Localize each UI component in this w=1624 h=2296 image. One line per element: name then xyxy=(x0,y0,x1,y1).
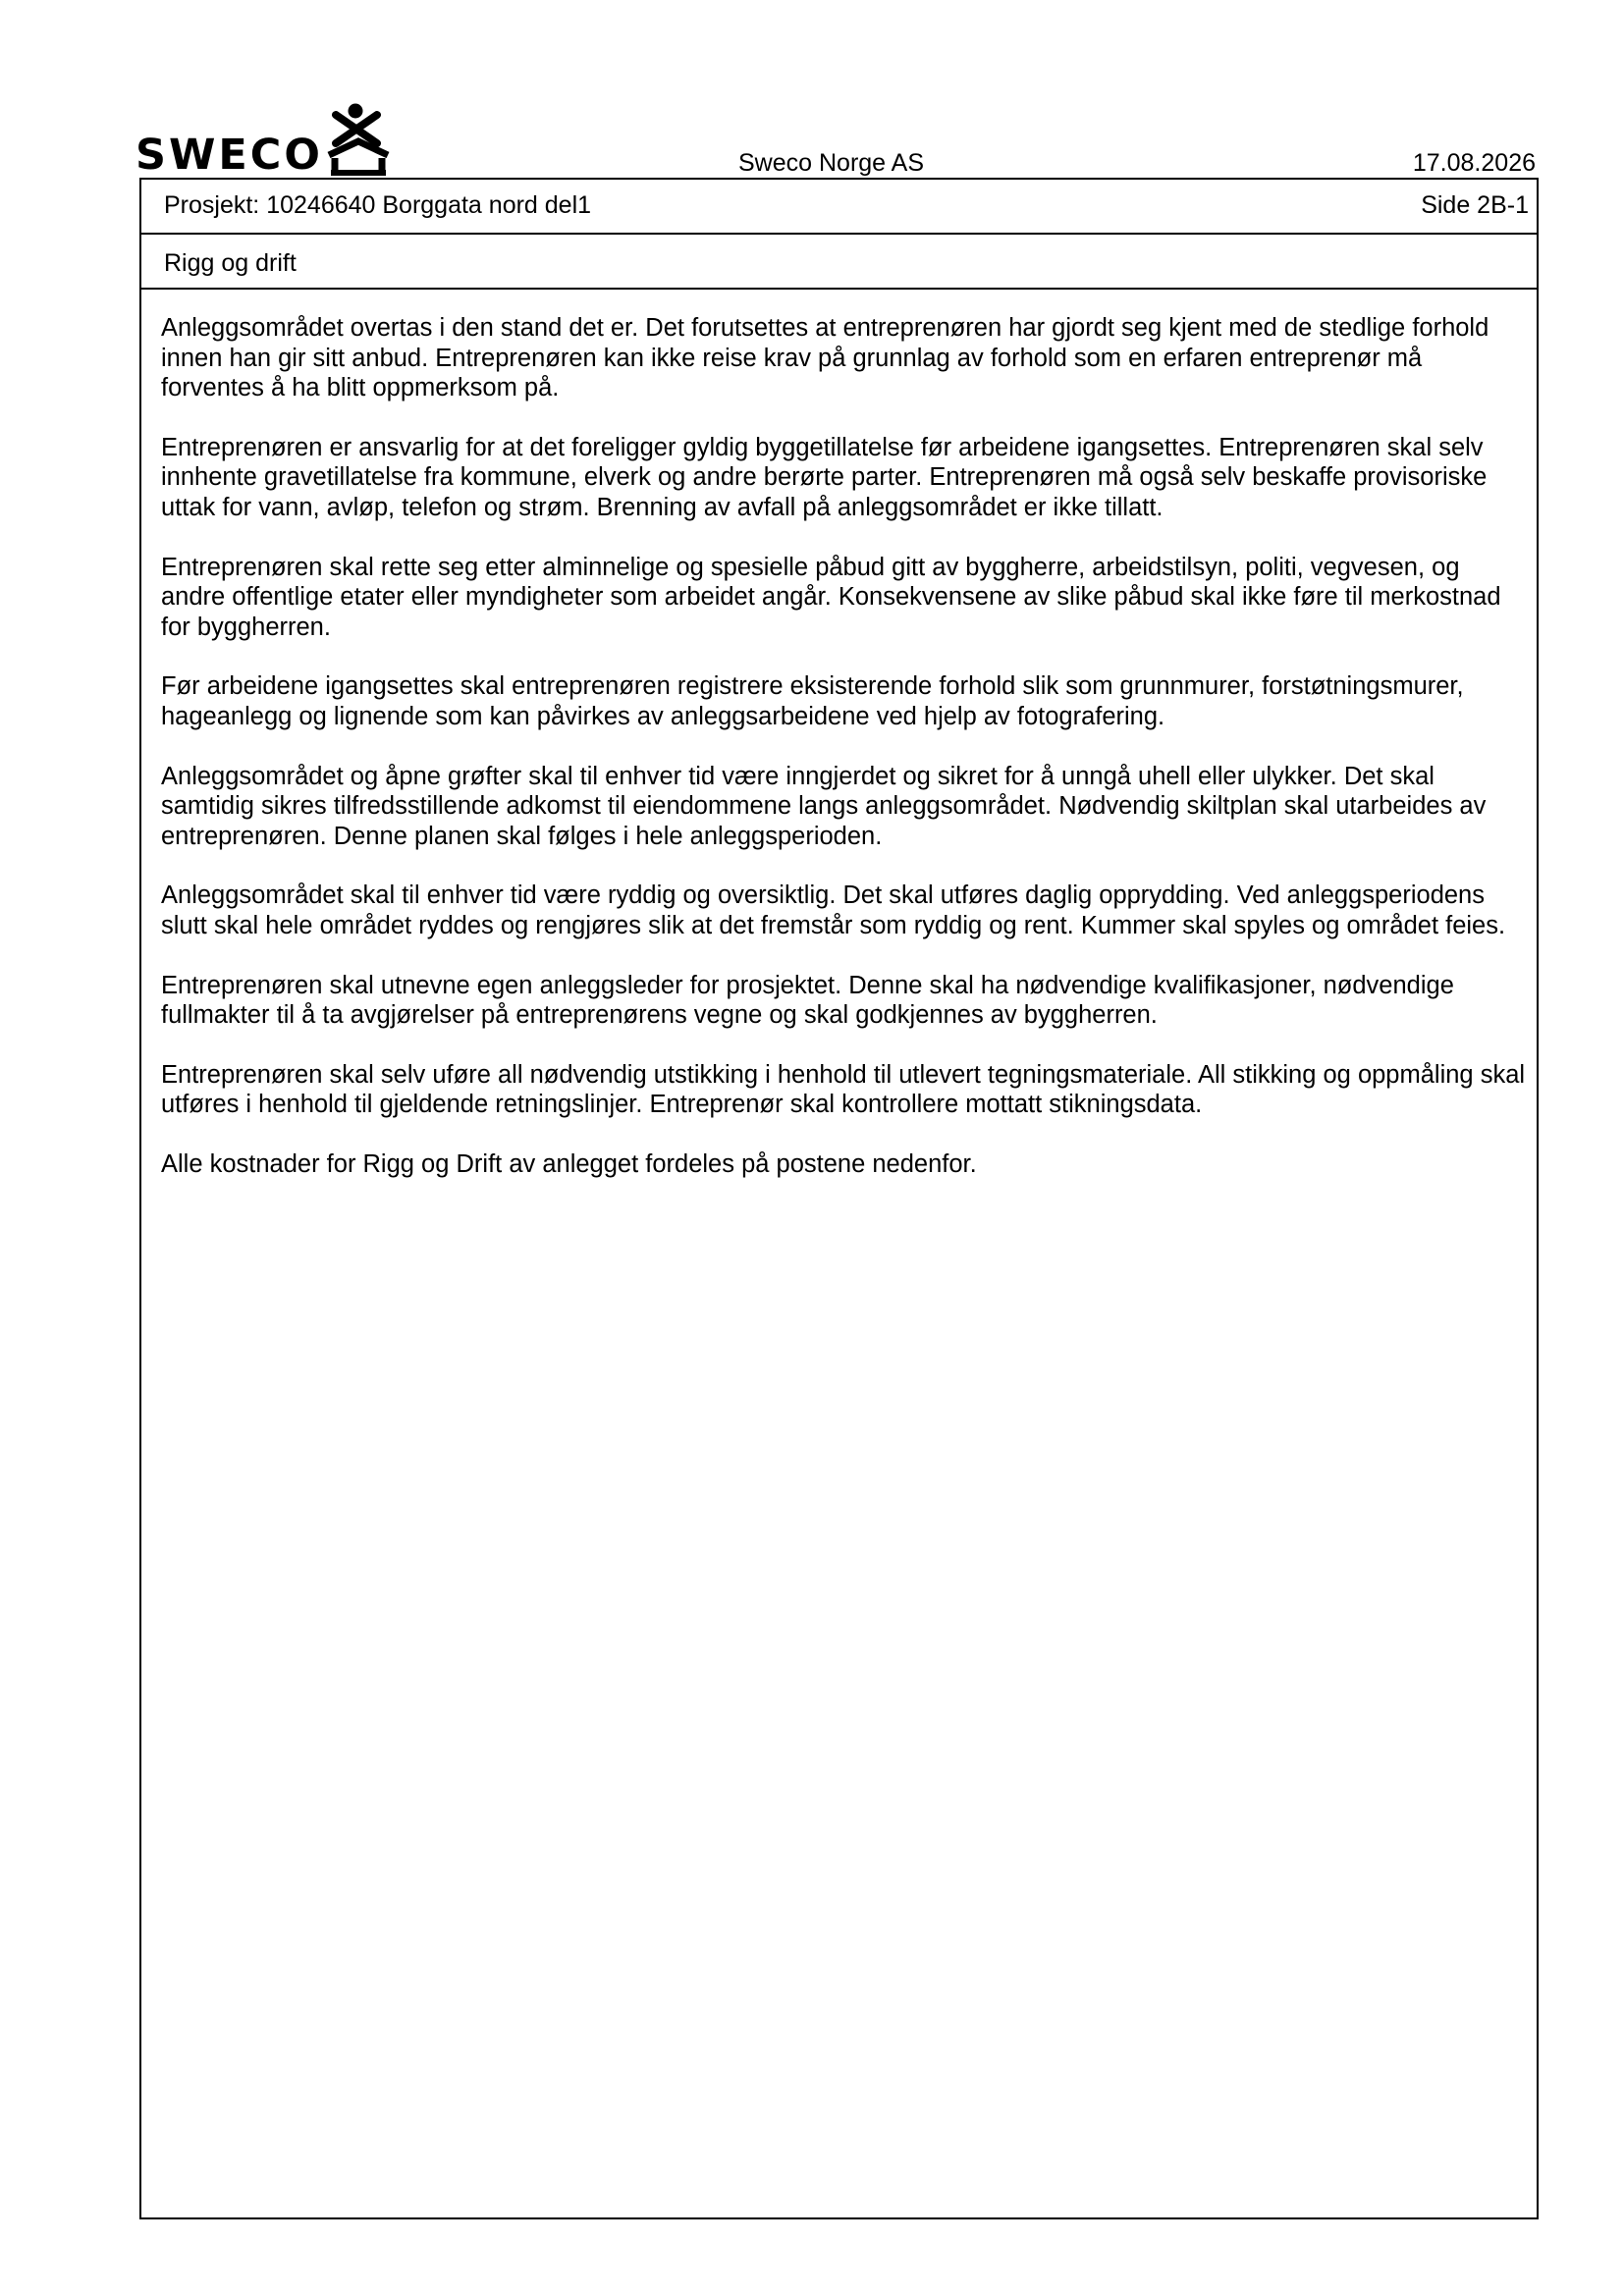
paragraph: Entreprenøren er ansvarlig for at det foreligger gyldig byggetillatelse før arbeidene igangsettes. Entreprenøren skal selv innhente gravetillatelse fra kommune, elverk og andre berørte parter. Entreprenøren må også selv beskaffe provisoriske uttak for vann, avløp, telefon og strøm. Brenning av avfall på anleggsområdet er ikke tillatt. xyxy=(161,433,1488,521)
document-date: 17.08.2026 xyxy=(1412,149,1536,177)
company-logo xyxy=(135,102,391,179)
page-frame xyxy=(139,178,1539,2219)
company-name: Sweco Norge AS xyxy=(738,149,924,177)
document-body xyxy=(161,313,1526,1208)
paragraph: Anleggsområdet og åpne grøfter skal til enhver tid være inngjerdet og sikret for å unngå uhell eller ulykker. Det skal samtidig sikres tilfredsstillende adkomst til eiendommene langs anleggsområdet. Nødvendig skiltplan skal utarbeides av entreprenøren. Denne planen skal følges i hele anleggsperioden. xyxy=(161,762,1487,850)
paragraph: Entreprenøren skal utnevne egen anleggsleder for prosjektet. Denne skal ha nødvendige kvalifikasjoner, nødvendige fullmakter til å ta avgjørelser på entreprenørens vegne og skal godkjennes av byggherren. xyxy=(161,971,1454,1030)
paragraph: Alle kostnader for Rigg og Drift av anlegget fordeles på postene nedenfor. xyxy=(161,1149,977,1178)
paragraph: Før arbeidene igangsettes skal entreprenøren registrere eksisterende forhold slik som grunnmurer, forstøtningsmurer, hageanlegg og lignende som kan påvirkes av anleggsarbeidene ved hjelp av fotografering. xyxy=(161,672,1464,730)
project-row xyxy=(141,180,1537,235)
paragraph: Entreprenøren skal selv uføre all nødvendig utstikking i henhold til utlevert tegningsmateriale. All stikking og oppmåling skal utføres i henhold til gjeldende retningslinjer. Entreprenør skal kontrollere mottatt stikningsdata. xyxy=(161,1060,1526,1119)
sweco-person-house-icon xyxy=(326,102,391,177)
section-row xyxy=(141,235,1537,290)
paragraph: Anleggsområdet skal til enhver tid være ryddig og oversiktlig. Det skal utføres daglig opprydding. Ved anleggsperiodens slutt skal hele området ryddes og rengjøres slik at det fremstår som ryddig og rent. Kummer skal spyles og området feies. xyxy=(161,881,1506,939)
section-title: Rigg og drift xyxy=(164,249,297,277)
project-label: Prosjekt: 10246640 Borggata nord del1 xyxy=(164,191,592,219)
paragraph: Anleggsområdet overtas i den stand det er. Det forutsettes at entreprenøren har gjordt seg kjent med de stedlige forhold innen han gir sitt anbud. Entreprenøren kan ikke reise krav på grunnlag av forhold som en erfaren entreprenør må forventes å ha blitt oppmerksom på. xyxy=(161,314,1489,402)
paragraph: Entreprenøren skal rette seg etter alminnelige og spesielle påbud gitt av byggherre, arbeidstilsyn, politi, vegvesen, og andre offentlige etater eller myndigheter som arbeidet angår. Konsekvensene av slike påbud skal ikke føre til merkostnad for byggherren. xyxy=(161,553,1501,641)
logo-wordmark: SWECO xyxy=(135,131,323,180)
page-number: Side 2B-1 xyxy=(1421,191,1529,219)
